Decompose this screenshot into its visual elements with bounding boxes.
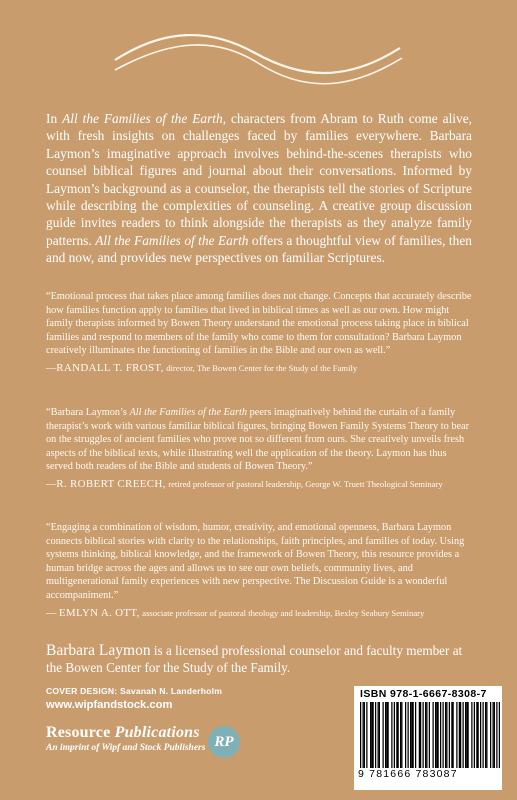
author-bio-text: is a licensed professional counselor and faculty member at the Bowen Center for the Study of the Family. [46, 643, 463, 675]
endorser-role: director, The Bowen Center for the Study of the Family [166, 362, 358, 373]
publisher-website: www.wipfandstock.com [46, 699, 173, 711]
book-title-italic: All the Families of the Earth [95, 232, 249, 248]
endorsement-attribution: — EMLYN A. OTT, associate professor of pastoral theology and leadership, Bexley Seabury Seminary [46, 606, 425, 619]
endorsement-creech [46, 406, 472, 492]
endorsement-text: “Engaging a combination of wisdom, humor, creativity, and emotional openness, Barbara Laymon connects biblical stories with clarity to the relationships, faith principles, and families of today. Using systems thinking, biblical knowledge, and the framework of Bowen Theory, this resource provides a human bridge across the ages and allows us to see our own beliefs, community lives, and multigenerational family experiences with new perspective. The Discussion Guide is a wonderful accompaniment.” [46, 522, 465, 601]
endorsement-frost [46, 290, 472, 376]
endorsement-text: “Barbara Laymon’s All the Families of the Earth peers imaginatively behind the curtain of a family therapist’s work with various familiar biblical figures, bringing Bowen Family Systems Theory to bear on the struggles of ancient families who prove not so different from ours. She creatively unveils fresh aspects of the biblical texts, while illustrating well the application of the theory. Laymon has thus served both readers of the Bible and students of Bowen Theory.” [46, 407, 470, 473]
cover-credits [46, 686, 286, 711]
book-title-italic: All the Families of the Earth [129, 407, 248, 418]
endorsement-text: “Emotional process that takes place among families does not change. Concepts that accurately describe how families function apply to families that lived in biblical times as well as our own. How might family therapists informed by Bowen Theory understand the emotional process taking place in biblical families and respond to members of the family who come to them for consultation? Barbara Laymon creatively illuminates the functioning of families in the Bible and our own as well.” [46, 291, 472, 357]
endorser-role: associate professor of pastoral theology and leadership, Bexley Seabury Seminary [142, 607, 425, 618]
endorser-name: R. ROBERT CREECH, [56, 477, 166, 490]
imprint-name: Resource Publications [46, 724, 200, 741]
endorser-name: RANDALL T. FROST, [56, 361, 164, 374]
author-bio [46, 643, 476, 676]
publisher-imprint [46, 724, 286, 753]
endorsement-attribution: —R. ROBERT CREECH, retired professor of pastoral leadership, George W. Truett Theological Seminary [46, 477, 443, 490]
rp-logo-icon: RP [208, 726, 240, 758]
isbn-barcode [354, 686, 502, 790]
endorsement-attribution: —RANDALL T. FROST, director, The Bowen Center for the Study of the Family [46, 361, 358, 374]
isbn-number: ISBN 978-1-6667-8308-7 [360, 688, 487, 700]
barcode-icon [360, 702, 500, 768]
cover-design-credit: COVER DESIGN: Savanah N. Landerholm [46, 686, 223, 696]
endorser-role: retired professor of pastoral leadership, George W. Truett Theological Seminary [168, 478, 443, 489]
endorser-name: EMLYN A. OTT, [58, 606, 140, 619]
decorative-wave-ornament [0, 8, 517, 98]
book-title-italic: All the Families of the Earth, [62, 111, 227, 126]
imprint-subtitle: An imprint of Wipf and Stock Publishers [46, 743, 206, 753]
author-name: Barbara Laymon [46, 642, 151, 659]
endorsement-ott [46, 521, 472, 620]
barcode-digits: 9 781666 783087 [358, 768, 458, 780]
book-description: In All the Families of the Earth, characters from Abram to Ruth come alive, with fresh insights on challenges faced by families everywhere. Barbara Laymon’s imaginative approach involves behind-the-scenes therapists who counsel biblical figures and journal about their conversations. Informed by Laymon’s background as a counselor, the therapists tell the stories of Scripture while describing the complexities of counseling. A creative group discussion guide invites readers to think alongside the therapists as they analyze family patterns. All the Families of the Earth offers a thoughtful view of families, then and now, and provides new perspectives on familiar Scriptures. [46, 111, 473, 266]
